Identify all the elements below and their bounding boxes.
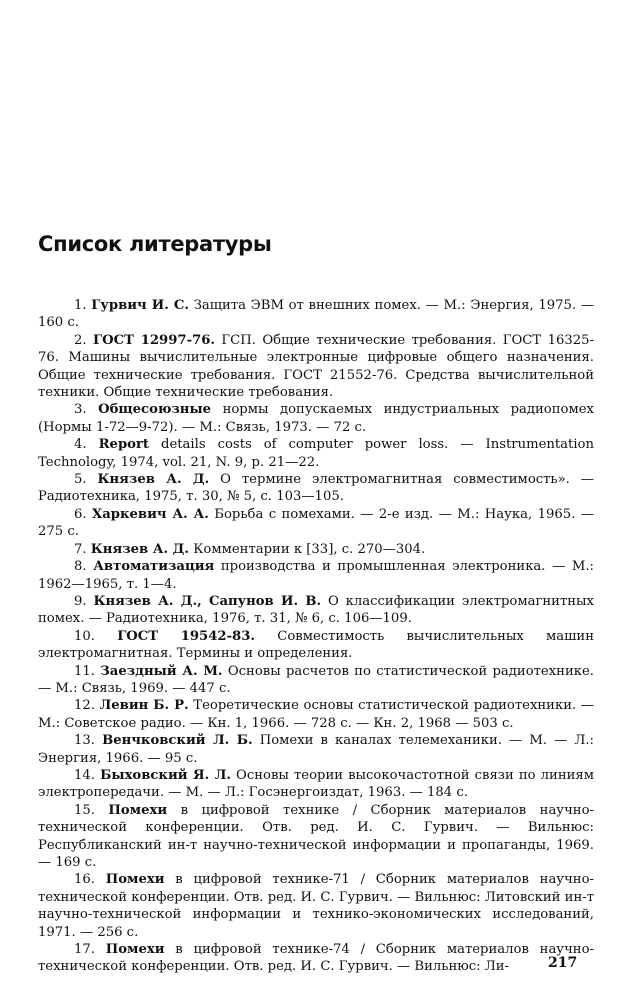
reference-number: 8. [74,559,87,575]
reference-number: 4. [74,437,87,453]
reference-number: 3. [74,402,87,418]
reference-author: Заездный А. М. [100,663,223,679]
reference-author: Помехи [108,802,168,818]
reference-item [38,401,594,436]
reference-item [38,506,594,541]
page-number: 217 [548,955,578,971]
reference-number: 15. [74,802,95,818]
reference-item [38,332,594,402]
reference-item [38,628,594,663]
reference-text: ГСП. Общие технические требования. ГОСТ 16325-76. Машины вычислительные электронные цифровые общего назначения. Общие технические требования. ГОСТ 21552-76. Средства вычислительной техники. Общие технические требования. [38,332,594,401]
reference-number: 14. [74,767,95,783]
reference-text: Основы расчетов по статистической радиотехнике. — М.: Связь, 1969. — 447 с. [38,663,594,696]
reference-item [38,436,594,471]
reference-author: Помехи [105,872,165,888]
reference-author: Левин Б. Р. [99,698,189,714]
reference-item [38,767,594,802]
reference-text: details costs of computer power loss. — Instrumentation Technology, 1974, vol. 21, N. 9, p. 21—22. [38,437,594,470]
reference-text: Совместимость вычислительных машин электромагнитная. Термины и определения. [38,628,595,662]
reference-item [38,663,594,698]
reference-author: Князев А. Д. [90,541,189,557]
reference-number: 13. [74,733,95,749]
reference-number: 9. [74,593,87,609]
page-heading: Список литературы [38,232,272,256]
reference-item [38,802,594,872]
reference-number: 6. [74,506,87,522]
reference-author: Венчковский Л. Б. [102,733,253,749]
reference-text: в цифровой технике / Сборник материалов научно-технической конференции. Отв. ред. И. С. Гурвич. — Вильнюс: Республиканский ин-т научно-технической информации и пропаганды, 1969. — 169 с. [38,802,594,870]
reference-number: 7. [74,541,87,557]
reference-text: в цифровой технике-71 / Сборник материалов научно-технической конференции. Отв. ред. И. С. Гурвич. — Вильнюс: Литовский ин-т научно-технической информации и технико-экономических исследований, 1971. — 256 с. [38,872,594,940]
reference-author: Общесоюзные [98,402,212,418]
reference-number: 10. [74,628,95,644]
reference-number: 17. [74,942,95,958]
reference-author: Быховский Я. Л. [100,767,231,783]
reference-item [38,593,594,628]
reference-text: О классификации электромагнитных помех. — Радиотехника, 1976, т. 31, № 6, с. 106—109. [38,593,594,627]
reference-number: 16. [74,872,95,888]
reference-author: Гурвич И. С. [91,298,189,313]
reference-text: Теоретические основы статистической радиотехники. — М.: Советское радио. — Кн. 1, 1966. — 728 с. — Кн. 2, 1968 — 503 с. [38,698,594,731]
reference-number: 5. [74,472,87,488]
reference-number: 11. [74,663,95,679]
reference-text: Защита ЭВМ от внешних помех. — М.: Энергия, 1975. — 160 с. [38,298,595,331]
reference-item [38,297,594,332]
reference-author: ГОСТ 12997-76. [93,332,215,348]
reference-text: нормы допускаемых индустриальных радиопомех (Нормы 1-72—9-72). — М.: Связь, 1973. — 72 с. [38,402,594,435]
reference-list [38,297,594,976]
reference-text: О термине электромагнитная совместимость». — Радиотехника, 1975, т. 30, № 5, с. 103—105. [38,472,594,505]
reference-item [38,558,594,593]
reference-number: 1. [74,298,87,313]
reference-item [38,732,594,767]
reference-author: Автоматизация [93,559,215,575]
reference-text: Помехи в каналах телемеханики. — М. — Л.: Энергия, 1966. — 95 с. [38,733,594,766]
reference-text: Основы теории высокочастотной связи по линиям электропередачи. — М. — Л.: Госэнергоиздат, 1963. — 184 с. [38,767,594,801]
reference-text: производства и промышленная электроника. — М.: 1962—1965, т. 1—4. [38,559,594,592]
reference-author: Князев А. Д. [97,472,210,488]
reference-number: 2. [74,332,87,348]
reference-item [38,871,594,941]
reference-text: в цифровой технике-74 / Сборник материалов научно-технической конференции. Отв. ред. И. С. Гурвич. — Вильнюс: Ли- [38,942,594,975]
reference-item [38,941,594,976]
reference-author: Князев А. Д., Сапунов И. В. [93,593,322,609]
reference-item [38,471,594,506]
reference-text: Борьба с помехами. — 2-е изд. — М.: Наука, 1965. — 275 с. [38,506,594,540]
reference-number: 12. [74,698,95,714]
reference-author: Report [98,437,149,453]
reference-item [38,697,594,732]
reference-author: Харкевич А. А. [92,506,209,522]
reference-author: Помехи [105,942,165,958]
reference-item [38,541,594,558]
reference-text: Комментарии к [33], с. 270—304. [193,541,426,557]
reference-author: ГОСТ 19542-83. [117,628,256,644]
